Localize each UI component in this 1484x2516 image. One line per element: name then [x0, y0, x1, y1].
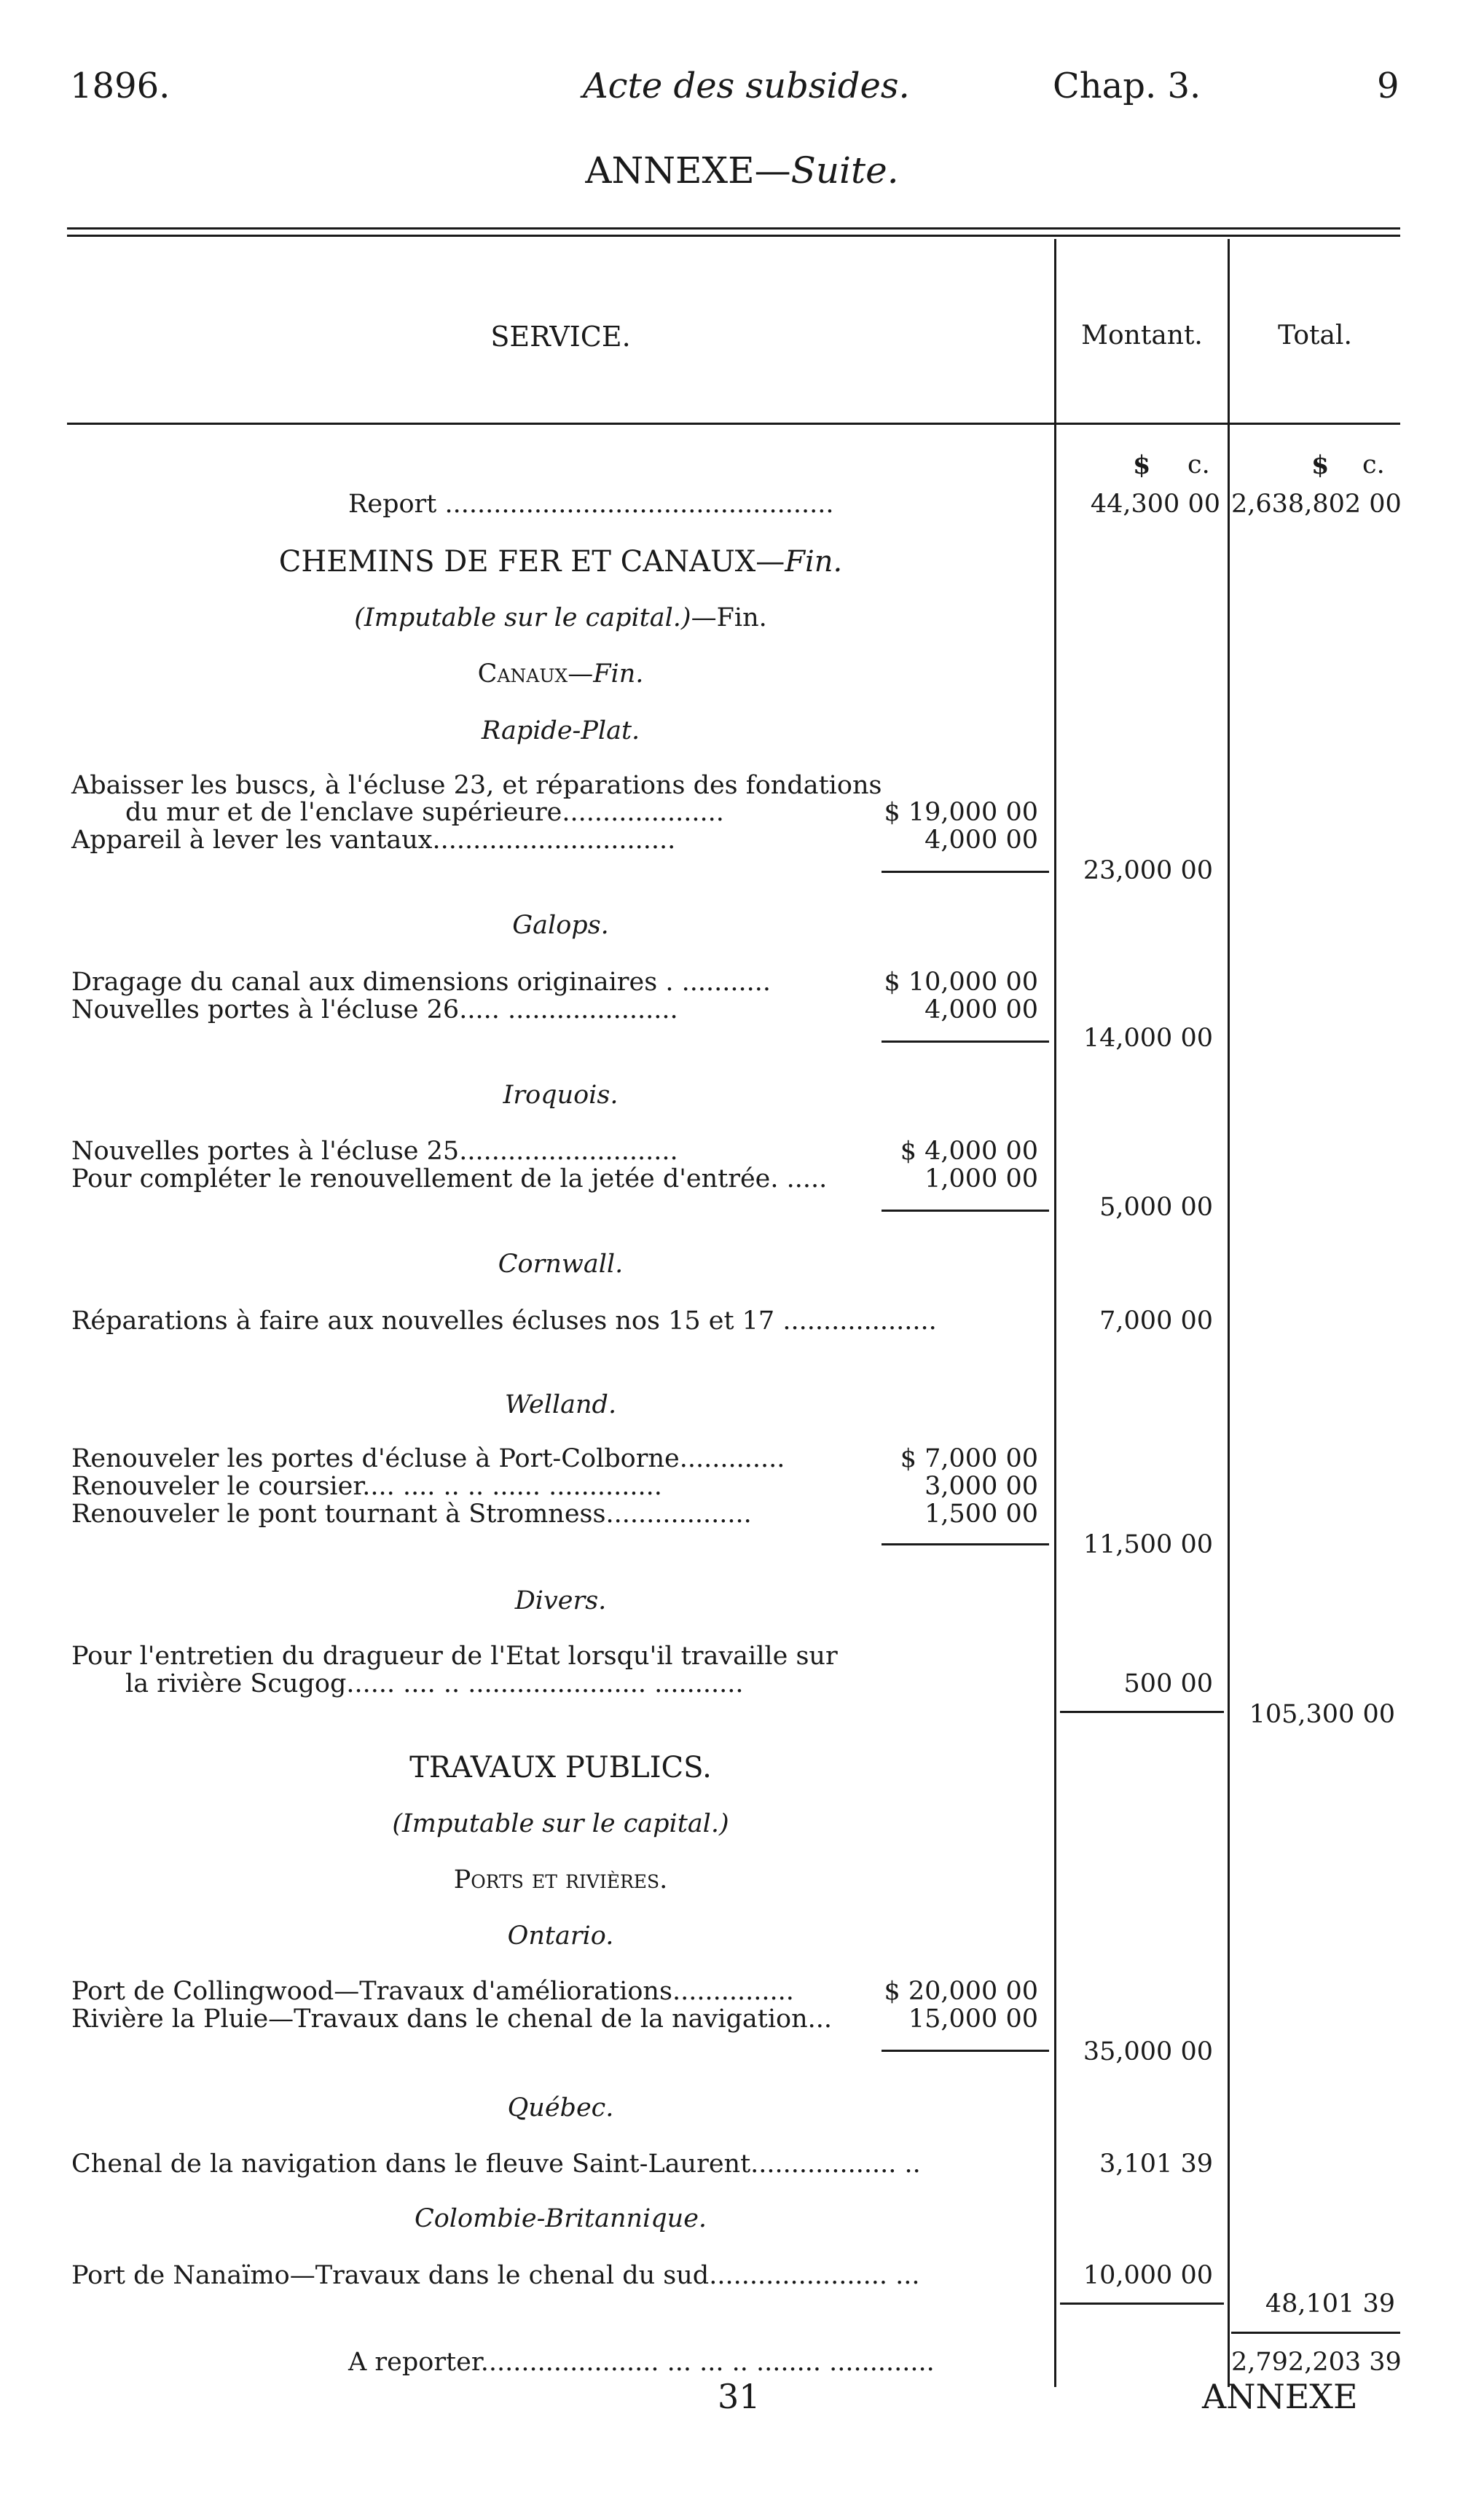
welland-line-1: Renouveler les portes d'écluse à Port-Colborne.............	[71, 1444, 785, 1473]
colombie-montant: 10,000 00	[1083, 2261, 1213, 2290]
divers-montant: 500 00	[1123, 1669, 1213, 1698]
section-travaux-imputable: (Imputable sur le capital.)	[392, 1809, 729, 1838]
iroquois-amount-2: 1,000 00	[924, 1164, 1038, 1194]
galops-amount-2: 4,000 00	[924, 995, 1038, 1024]
rapide-plat-line-2: du mur et de l'enclave supérieure....................	[125, 798, 724, 827]
section-travaux-publics-title: TRAVAUX PUBLICS.	[409, 1751, 712, 1784]
rapide-plat-line-1: Abaisser les buscs, à l'écluse 23, et réparations des fondations	[71, 771, 882, 800]
rapide-plat-amount-2: $ 19,000 00	[884, 798, 1038, 827]
iroquois-subtotal-rule	[882, 1210, 1049, 1212]
column-divider-total	[1228, 239, 1230, 2387]
welland-line-3: Renouveler le pont tournant à Stromness..................	[71, 1500, 752, 1529]
heading-colombie-britannique: Colombie-Britannique.	[414, 2204, 707, 2233]
welland-amount-2: 3,000 00	[924, 1472, 1038, 1501]
colombie-line-1: Port de Nanaïmo—Travaux dans le chenal du sud...................... ...	[71, 2261, 920, 2290]
cornwall-line-1: Réparations à faire aux nouvelles écluses nos 15 et 17 ...................	[71, 1306, 937, 1336]
galops-line-2: Nouvelles portes à l'écluse 26..... .....................	[71, 995, 678, 1024]
ontario-subtotal-rule	[882, 2050, 1049, 2052]
column-header-montant: Montant.	[1081, 321, 1203, 350]
ontario-line-2: Rivière la Pluie—Travaux dans le chenal de la navigation...	[71, 2004, 833, 2034]
canaux-total: 105,300 00	[1249, 1700, 1395, 1729]
heading-galops: Galops.	[512, 911, 609, 940]
travaux-montant-total-rule	[1060, 2303, 1224, 2305]
iroquois-amount-1: $ 4,000 00	[900, 1137, 1038, 1166]
a-reporter-label: A reporter...................... ... ... .. ........ .............	[348, 2348, 935, 2377]
top-rule-1	[67, 227, 1400, 230]
subsection-canaux: Canaux—Fin.	[477, 659, 644, 689]
section-chemins-imputable: (Imputable sur le capital.)—Fin.	[354, 603, 767, 632]
heading-quebec: Québec.	[507, 2093, 614, 2123]
footer-page-number: 31	[718, 2377, 761, 2416]
welland-montant: 11,500 00	[1083, 1530, 1213, 1559]
subsection-ports-et-rivieres: Ports et rivières.	[453, 1865, 668, 1894]
ontario-amount-2: 15,000 00	[908, 2004, 1038, 2034]
heading-rapide-plat: Rapide-Plat.	[481, 716, 640, 745]
footer-catchword: ANNEXE	[1202, 2377, 1358, 2416]
iroquois-line-2: Pour compléter le renouvellement de la jetée d'entrée. .....	[71, 1164, 828, 1194]
galops-line-1: Dragage du canal aux dimensions originaires . ...........	[71, 968, 771, 997]
column-header-service: SERVICE.	[490, 321, 631, 353]
iroquois-montant: 5,000 00	[1099, 1193, 1213, 1222]
top-rule-2	[67, 235, 1400, 237]
galops-amount-1: $ 10,000 00	[884, 968, 1038, 997]
galops-montant: 14,000 00	[1083, 1024, 1213, 1053]
rapide-plat-line-3: Appareil à lever les vantaux..............................	[71, 826, 676, 855]
header-title: Acte des subsides.	[583, 66, 910, 106]
header-year: 1896.	[70, 66, 170, 106]
montant-cents-unit: c.	[1187, 450, 1210, 479]
total-dollar-unit: $	[1311, 450, 1330, 480]
report-montant: 44,300 00	[1090, 490, 1220, 519]
iroquois-line-1: Nouvelles portes à l'écluse 25...........................	[71, 1137, 678, 1166]
welland-line-2: Renouveler le coursier.... .... .. .. ...... ..............	[71, 1472, 662, 1501]
rapide-plat-amount-3: 4,000 00	[924, 826, 1038, 855]
ontario-line-1: Port de Collingwood—Travaux d'améliorations...............	[71, 1977, 794, 2006]
rapide-plat-subtotal-rule	[882, 871, 1049, 873]
total-cents-unit: c.	[1362, 450, 1385, 479]
heading-divers: Divers.	[514, 1586, 607, 1615]
rapide-plat-montant: 23,000 00	[1083, 856, 1213, 885]
cornwall-montant: 7,000 00	[1099, 1306, 1213, 1336]
welland-amount-3: 1,500 00	[924, 1500, 1038, 1529]
canaux-montant-total-rule	[1060, 1711, 1224, 1713]
ontario-amount-1: $ 20,000 00	[884, 1977, 1038, 2006]
heading-iroquois: Iroquois.	[503, 1081, 619, 1110]
welland-amount-1: $ 7,000 00	[900, 1444, 1038, 1473]
section-chemins-de-fer-title: CHEMINS DE FER ET CANAUX—Fin.	[278, 545, 843, 579]
quebec-montant: 3,101 39	[1099, 2149, 1213, 2179]
annexe-subtitle: ANNEXE—Suite.	[585, 149, 899, 192]
welland-subtotal-rule	[882, 1543, 1049, 1545]
report-total: 2,638,802 00	[1231, 490, 1402, 519]
quebec-line-1: Chenal de la navigation dans le fleuve Saint-Laurent.................. ..	[71, 2149, 921, 2179]
column-header-total: Total.	[1278, 321, 1352, 350]
report-label: Report ................................................	[348, 490, 834, 519]
divers-line-2: la rivière Scugog...... .... .. ...................... ...........	[125, 1669, 744, 1698]
galops-subtotal-rule	[882, 1041, 1049, 1043]
heading-welland: Welland.	[504, 1390, 617, 1419]
header-page-number: 9	[1377, 66, 1399, 106]
heading-cornwall: Cornwall.	[498, 1250, 624, 1279]
header-chapter: Chap. 3.	[1053, 66, 1201, 106]
heading-ontario: Ontario.	[507, 1921, 614, 1951]
montant-dollar-unit: $	[1133, 450, 1151, 480]
a-reporter-total: 2,792,203 39	[1231, 2348, 1402, 2377]
divers-line-1: Pour l'entretien du dragueur de l'Etat lorsqu'il travaille sur	[71, 1642, 838, 1671]
header-bottom-rule	[67, 423, 1400, 425]
ontario-montant: 35,000 00	[1083, 2037, 1213, 2066]
travaux-total: 48,101 39	[1265, 2289, 1395, 2319]
grand-total-rule	[1231, 2332, 1400, 2334]
